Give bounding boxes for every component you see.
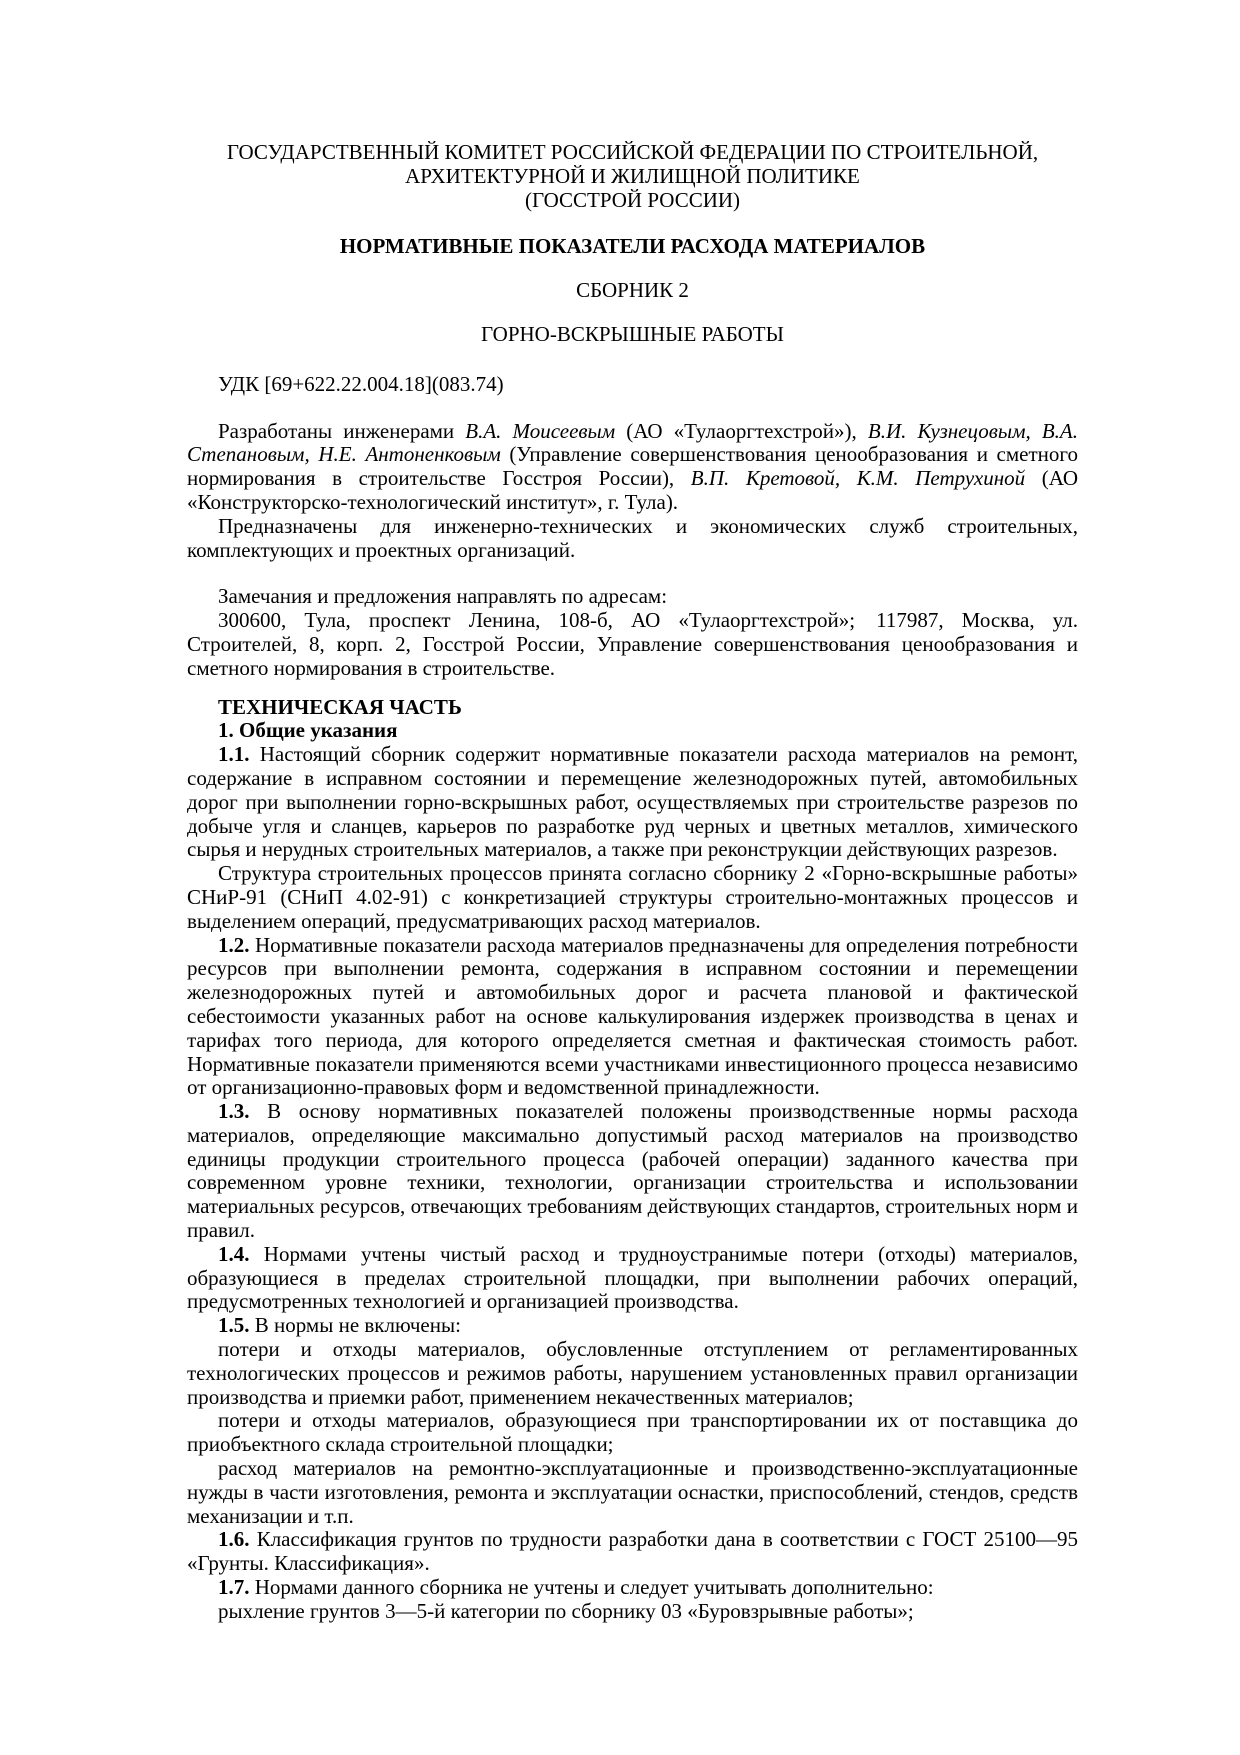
general-directions-heading: 1. Общие указания [218, 718, 398, 743]
developed-text: (АО «Тулаоргтехстрой»), [615, 418, 868, 443]
addresses-paragraph: 300600, Тула, проспект Ленина, 108-б, АО «Тулаоргтехстрой»; 117987, Москва, ул. Строителей, 8, корп. 2, Госстрой России, Управление совершенствования ценообразования и сметного нормирования в строительстве. [187, 608, 1078, 680]
clause-1-6-paragraph [187, 1528, 1078, 1576]
developed-text: (АО «Конструкторско-технологический институт», г. Тула). [187, 466, 1078, 514]
spacer [187, 397, 1078, 420]
clause-number: 1.3. [218, 1099, 250, 1124]
clause-1-7-paragraph [187, 1576, 1078, 1600]
clause-1-2-paragraph [187, 934, 1078, 1101]
org-header-line-3: (ГОССТРОЙ РОССИИ) [524, 187, 741, 212]
clause-number: 1.6. [218, 1527, 250, 1552]
document-title: НОРМАТИВНЫЕ ПОКАЗАТЕЛИ РАСХОДА МАТЕРИАЛОВ [339, 234, 926, 259]
clause-text: Нормами данного сборника не учтены и следует учитывать дополнительно: [249, 1575, 934, 1600]
clause-1-5-item-b: потери и отходы материалов, образующиеся при транспортировании их от поставщика до приобъектного склада строительной площадки; [187, 1408, 1078, 1457]
spacer [187, 562, 1078, 585]
org-header-line-2: АРХИТЕКТУРНОЙ И ЖИЛИЩНОЙ ПОЛИТИКЕ [405, 163, 860, 188]
org-header-line-1: ГОСУДАРСТВЕННЫЙ КОМИТЕТ РОССИЙСКОЙ ФЕДЕРАЦИИ ПО СТРОИТЕЛЬНОЙ, [226, 140, 1039, 164]
clause-1-7-item-a: рыхление грунтов 3—5-й категории по сборнику 03 «Буровзрывные работы»; [218, 1598, 914, 1623]
spacer [187, 303, 1078, 323]
clause-1-4-paragraph [187, 1243, 1078, 1314]
clause-1-5-paragraph [187, 1314, 1078, 1338]
volume-title: СБОРНИК 2 [576, 278, 689, 303]
developed-text: (Управление совершенствования ценообразования и сметного нормирования в строительстве Госстроя России), [187, 442, 1078, 491]
clause-text: Настоящий сборник содержит нормативные показатели расхода материалов на ремонт, содержание в исправном состоянии и перемещение железнодорожных путей, автомобильных дорог при выполнении горно-вскрышных работ, осуществляемых при строительстве разрезов по добыче угля и сланцев, карьеров по разработке руд черных и цветных металлов, химического сырья и нерудных строительных материалов, а также при реконструкции действующих разрезов. [187, 742, 1078, 862]
developed-text: Разработаны инженерами [218, 418, 466, 443]
clause-number: 1.4. [218, 1241, 250, 1266]
spacer [187, 681, 1078, 696]
developed-by-paragraph [187, 420, 1078, 515]
technical-part-heading: ТЕХНИЧЕСКАЯ ЧАСТЬ [218, 694, 462, 719]
purpose-paragraph: Предназначены для инженерно-технических и экономических служб строительных, комплектующих и проектных организаций. [187, 513, 1078, 562]
author-names: В.П. Кретовой, К.М. Петрухиной [690, 466, 1026, 491]
remarks-intro-line: Замечания и предложения направлять по адресам: [218, 584, 668, 609]
clause-1-3-paragraph [187, 1100, 1078, 1243]
author-name: В.А. Моисеевым [465, 418, 616, 443]
clause-text: В основу нормативных показателей положены производственные нормы расхода материалов, определяющие максимально допустимый расход материалов на производство единицы продукции строительного процесса (рабочей операции) заданного качества при современном уровне техники, технологии, организации строительства и использовании материальных ресурсов, отвечающих требованиям действующих стандартов, строительных норм и правил. [187, 1099, 1078, 1243]
subject-title: ГОРНО-ВСКРЫШНЫЕ РАБОТЫ [481, 321, 784, 346]
clause-text: Классификация грунтов по трудности разработки дана в соответствии с ГОСТ 25100—95 «Грунты. Классификация». [187, 1527, 1078, 1576]
clause-number: 1.7. [218, 1575, 250, 1600]
clause-text: Нормами учтены чистый расход и трудноустранимые потери (отходы) материалов, образующиеся в пределах строительной площадки, при выполнении рабочих операций, предусмотренных технологией и организацией производства. [187, 1241, 1078, 1314]
clause-text: В нормы не включены: [249, 1313, 461, 1338]
clause-number: 1.1. [218, 742, 250, 767]
structure-paragraph: Структура строительных процессов принята согласно сборнику 2 «Горно-вскрышные работы» СНиР-91 (СНиП 4.02-91) с конкретизацией структуры строительно-монтажных процессов и выделением операций, предусматривающих расход материалов. [187, 861, 1078, 933]
spacer [187, 212, 1078, 235]
clause-number: 1.5. [218, 1313, 250, 1338]
clause-1-5-item-a: потери и отходы материалов, обусловленные отступлением от регламентированных технологических процессов и режимов работы, нарушением установленных правил организации производства и приемки работ, применением некачественных материалов; [187, 1337, 1078, 1409]
spacer [187, 347, 1078, 373]
author-names: В.И. Кузнецовым, В.А. Степановым, Н.Е. Антоненковым [187, 418, 1079, 467]
clause-number: 1.2. [218, 932, 250, 957]
clause-1-5-item-c: расход материалов на ремонтно-эксплуатационные и производственно-эксплуатационные нужды в части изготовления, ремонта и эксплуатации оснастки, приспособлений, стендов, средств механизации и т.п. [187, 1456, 1078, 1528]
clause-text: Нормативные показатели расхода материалов предназначены для определения потребности ресурсов при выполнении ремонта, содержания в исправном состоянии и перемещении железнодорожных путей и автомобильных дорог и расчета плановой и фактической себестоимости указанных работ на основе калькулирования издержек производства в ценах и тарифах того периода, для которого определяется сметная и фактическая стоимость работ. Нормативные показатели применяются всеми участниками инвестиционного процесса независимо от организационно-правовых форм и ведомственной принадлежности. [187, 932, 1078, 1100]
udk-number: УДК [69+622.22.004.18](083.74) [218, 371, 504, 396]
spacer [187, 259, 1078, 279]
clause-1-1-paragraph [187, 743, 1078, 862]
